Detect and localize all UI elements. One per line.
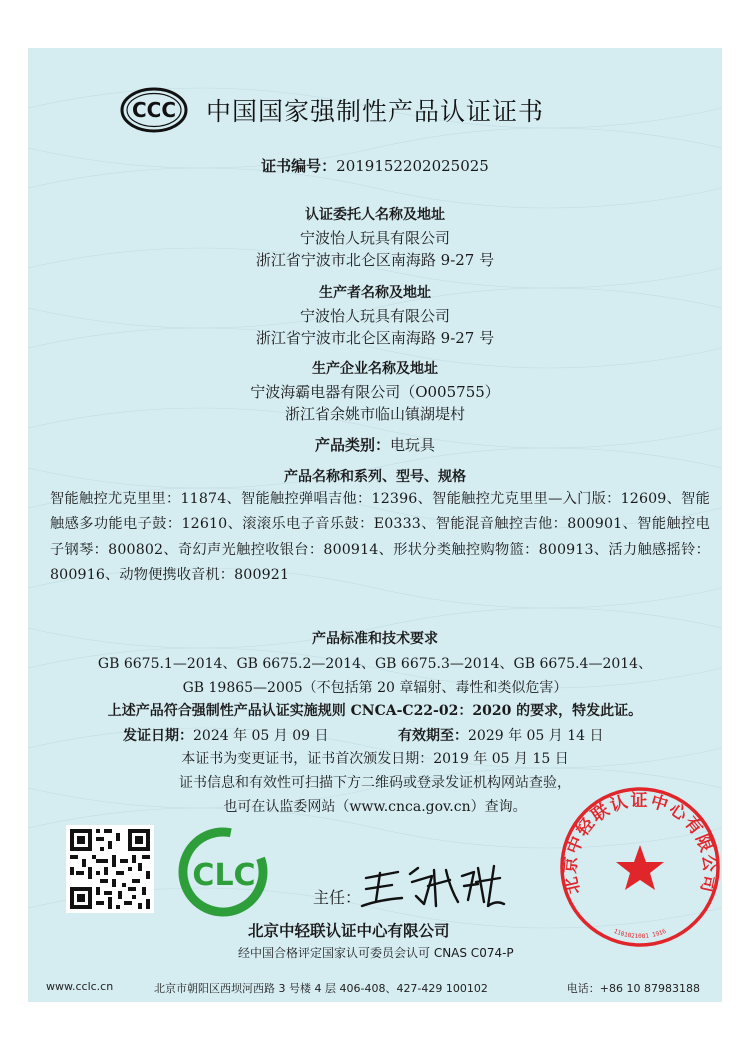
footer-website[interactable]: www.cclc.cn bbox=[46, 980, 114, 993]
manufacturer-name: 宁波怡人玩具有限公司 bbox=[299, 307, 450, 325]
standards-line-2: GB 19865—2005（不包括第 20 章辐射、毒性和类似危害） bbox=[182, 680, 568, 696]
spec-heading: 产品名称和系列、型号、规格 bbox=[284, 469, 466, 485]
ccc-logo-icon bbox=[120, 86, 188, 134]
factory-name: 宁波海霸电器有限公司（O005755） bbox=[250, 383, 500, 401]
standards-line-1: GB 6675.1—2014、GB 6675.2—2014、GB 6675.3—2014、GB 6675.4—2014、 bbox=[97, 656, 653, 672]
accreditation-line: 经中国合格评定国家认可委员会认可 CNAS C074-P bbox=[238, 946, 514, 960]
clc-logo-icon bbox=[176, 827, 270, 917]
svg-text:CCC: CCC bbox=[131, 98, 177, 122]
certificate-title: 中国国家强制性产品认证证书 bbox=[206, 97, 545, 126]
certificate-sheet bbox=[28, 48, 722, 1002]
qr-code[interactable] bbox=[66, 825, 154, 913]
category-value: 电玩具 bbox=[390, 436, 436, 454]
category-label: 产品类别： bbox=[314, 436, 390, 454]
issue-date-line bbox=[123, 725, 329, 745]
applicant-heading: 认证委托人名称及地址 bbox=[305, 207, 445, 223]
applicant-name: 宁波怡人玩具有限公司 bbox=[299, 229, 450, 247]
verify-note-2: 也可在认监委网站（www.cnca.gov.cn）查询。 bbox=[223, 799, 527, 815]
valid-date-line bbox=[398, 725, 604, 745]
verify-note-1: 证书信息和有效性可扫描下方二维码或登录发证机构网站查验， bbox=[179, 775, 571, 791]
factory-address: 浙江省余姚市临山镇湖堤村 bbox=[284, 405, 465, 423]
valid-date: 2029 年 05 月 14 日 bbox=[468, 728, 604, 744]
cert-number-label: 证书编号： bbox=[261, 157, 337, 175]
conformity-statement: 上述产品符合强制性产品认证实施规则 CNCA-C22-02：2020 的要求，特发此证。 bbox=[107, 703, 643, 719]
official-seal bbox=[558, 785, 722, 949]
issuer-name: 北京中轻联认证中心有限公司 bbox=[248, 921, 450, 940]
change-note: 本证书为变更证书，证书首次颁发日期：2019 年 05 月 15 日 bbox=[181, 751, 569, 767]
footer bbox=[28, 976, 722, 1002]
cert-number-line bbox=[28, 155, 722, 176]
director-label: 主任： bbox=[313, 888, 362, 907]
footer-address: 北京市朝阳区西坝河西路 3 号楼 4 层 406-408、427-429 100102 bbox=[154, 982, 488, 995]
footer-phone: 电话：+86 10 87983188 bbox=[566, 982, 700, 995]
factory-heading: 生产企业名称及地址 bbox=[312, 361, 438, 377]
svg-text:北京中轻联认证中心有限公司: 北京中轻联认证中心有限公司 bbox=[560, 790, 720, 896]
director-signature bbox=[358, 856, 508, 916]
cert-number: 2019152202025025 bbox=[336, 157, 489, 175]
manufacturer-heading: 生产者名称及地址 bbox=[319, 285, 431, 301]
standards-heading: 产品标准和技术要求 bbox=[312, 631, 438, 647]
manufacturer-address: 浙江省宁波市北仑区南海路 9-27 号 bbox=[255, 329, 495, 347]
issue-date: 2024 年 05 月 09 日 bbox=[193, 728, 329, 744]
svg-text:CLC: CLC bbox=[192, 858, 256, 893]
issue-date-label: 发证日期： bbox=[123, 728, 193, 744]
svg-text:1101021001 1916: 1101021001 1916 bbox=[612, 927, 668, 941]
valid-date-label: 有效期至： bbox=[398, 728, 468, 744]
spec-text: 智能触控尤克里里：11874、智能触控弹唱吉他：12396、智能触控尤克里里—入门版：12609、智能触感多功能电子鼓：12610、滚滚乐电子音乐鼓：E0333、智能混音触控吉他：800901、智能触控电子钢琴：800802、奇幻声光触控收银台：800914、形状分类触控购物篮：800913、活力触感摇铃：800916、动物便携收音机：800921 bbox=[50, 491, 710, 583]
applicant-address: 浙江省宁波市北仑区南海路 9-27 号 bbox=[255, 251, 495, 269]
product-category-line bbox=[28, 434, 722, 455]
